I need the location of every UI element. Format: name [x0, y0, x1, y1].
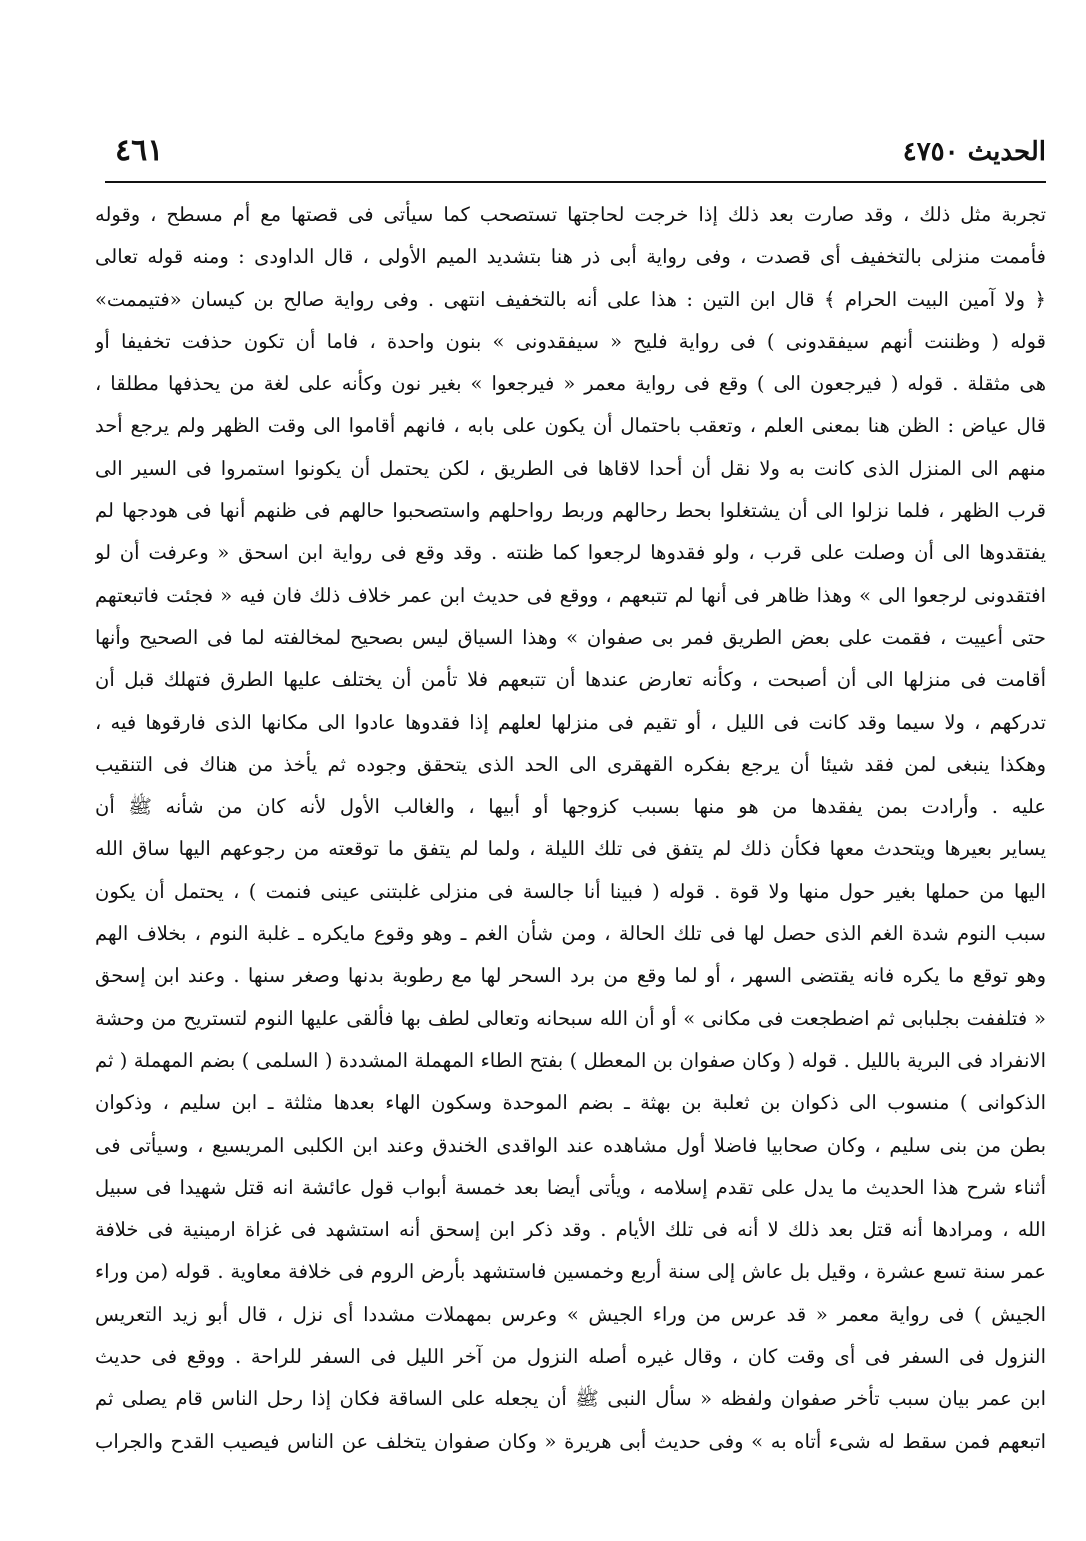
text-line: عليه . وأرادت بمن يفقدها من هو منها بسبب كزوجها أو أبيها ، والغالب الأول لأنه كان من شأنه ﷺ أن: [95, 795, 1046, 819]
text-line: وهو توقع ما يكره فانه يقتضى السهر ، أو لما وقع من برد السحر لها مع رطوبة بدنها وصغر سنها . وعند ابن إسحق: [95, 964, 1046, 988]
page-header: [105, 133, 1046, 183]
text-line: اتبعهم فمن سقط له شىء أتاه به » وفى حديث أبى هريرة « وكان صفوان يتخلف عن الناس فيصيب القدح والجراب: [95, 1429, 1046, 1453]
text-line: أثناء شرح هذا الحديث ما يدل على تقدم إسلامه ، ويأتى أيضا بعد خمسة أبواب قول عائشة انه قتل شهيدا فى سبيل: [95, 1175, 1046, 1199]
text-line: ﴿ ولا آمين البيت الحرام ﴾ قال ابن التين : هذا على أنه بالتخفيف انتهى . وفى رواية صالح بن كيسان «فتيممت»: [95, 287, 1046, 311]
text-line: وهكذا ينبغى لمن فقد شيئا أن يرجع بفكره القهقرى الى الحد الذى يتحقق وجوده ثم يأخذ من هناك فى التنقيب: [95, 752, 1046, 776]
text-line: اليها من حملها بغير حول منها ولا قوة . قوله ( فبينا أنا جالسة فى منزلى غلبتنى عينى فنمت ) ، يحتمل أن يكون: [95, 879, 1046, 903]
text-line: منهم الى المنزل الذى كانت به ولا نقل أن أحدا لاقاها فى الطريق ، لكن يحتمل أن يكونوا استمروا فى السير الى: [95, 456, 1046, 480]
text-line: افتقدونى لرجعوا الى » وهذا ظاهر فى أنها لم تتبعهم ، ووقع فى حديث ابن عمر خلاف ذلك فان فيه « فجئت فاتبعتهم: [95, 583, 1046, 607]
page-number: ٤٦١: [115, 133, 164, 168]
text-line: أقامت فى منزلها الى أن أصبحت ، وكأنه تعارض عندها أن تتبعهم فلا تأمن أن يختلف عليها الطرق فتهلك قبل أن: [95, 668, 1046, 692]
text-line: تدركهم ، ولا سيما وقد كانت فى الليل ، أو تقيم فى منزلها لعلهم إذا فقدوها عادوا الى مكانها الذى فارقوها فيه ،: [95, 710, 1046, 734]
text-line: تجربة مثل ذلك ، وقد صارت بعد ذلك إذا خرجت لحاجتها تستصحب كما سيأتى فى قصتها مع أم مسطح ، وقوله: [95, 203, 1046, 226]
header-rule: [105, 181, 1046, 183]
text-line: « فتلففت بجلبابى ثم اضطجعت فى مكانى » أو أن الله سبحانه وتعالى لطف بها فألقى عليها النوم لتستريح من وحشة: [95, 1006, 1046, 1030]
text-line: قرب الظهر ، فلما نزلوا الى أن يشتغلوا بحط رحالهم وربط رواحلهم واستصحبوا حالهم فى ظنهم أنها فى هودجها لم: [95, 499, 1046, 523]
text-line: سبب النوم شدة الغم الذى حصل لها فى تلك الحالة ، ومن شأن الغم ـ وهو وقوع مايكره ـ غلبة النوم ، بخلاف الهم: [95, 922, 1046, 946]
text-line: يساير بعيرها ويتحدث معها فكأن ذلك لم يتفق فى تلك الليلة ، ولما لم يتفق ما توقعته من رجوعهم اليها ساق الله: [95, 837, 1046, 861]
text-line: هى مثقلة . قوله ( فيرجعون الى ) وقع فى رواية معمر « فيرجعوا » بغير نون وكأنه على لغة من يحذفها مطلقا ،: [95, 372, 1046, 396]
text-line: بطن من بنى سليم ، وكان صحابيا فاضلا أول مشاهده عند الواقدى الخندق وعند ابن الكلبى المريسيع ، وسيأتى فى: [95, 1133, 1046, 1157]
text-line: فأممت منزلى بالتخفيف أى قصدت ، وفى رواية أبى ذر هنا بتشديد الميم الأولى ، قال الداودى : ومنه قوله تعالى: [95, 245, 1046, 269]
text-line: الانفراد فى البرية بالليل . قوله ( وكان صفوان بن المعطل ) بفتح الطاء المهملة المشددة ( السلمى ) بضم المهملة ( ثم: [95, 1048, 1046, 1072]
text-line: حتى أعييت ، فقمت على بعض الطريق فمر بى صفوان » وهذا السياق ليس بصحيح لمخالفته لما فى الصحيح وأنها: [95, 625, 1046, 649]
text-line: قال عياض : الظن هنا بمعنى العلم ، وتعقب باحتمال أن يكون على بابه ، فانهم أقاموا الى وقت الظهر ولم يرجع أحد: [95, 414, 1046, 438]
text-line: النزول فى السفر فى أى وقت كان ، وقال غيره أصله النزول من آخر الليل فى السفر للراحة . ووقع فى حديث: [95, 1345, 1046, 1369]
text-line: عمر سنة تسع عشرة ، وقيل بل عاش إلى سنة أربع وخمسين فاستشهد بأرض الروم فى خلافة معاوية . قوله (من وراء: [95, 1260, 1046, 1284]
text-line: ابن عمر بيان سبب تأخر صفوان ولفظه « سأل النبى ﷺ أن يجعله على الساقة فكان إذا رحل الناس قام يصلى ثم: [95, 1387, 1046, 1411]
running-head: الحديث ٤٧٥٠: [902, 137, 1046, 167]
text-line: قوله ( وظننت أنهم سيفقدونى ) فى رواية فليح « سيفقدونى » بنون واحدة ، فاما أن تكون حذفت تخفيفا أو: [95, 329, 1046, 353]
text-line: الله ، ومرادها أنه قتل بعد ذلك لا أنه فى تلك الأيام . وقد ذكر ابن إسحق أنه استشهد فى غزاة ارمينية فى خلافة: [95, 1218, 1046, 1242]
text-line: الجيش ) فى رواية معمر « قد عرس من وراء الجيش » وعرس بمهملات مشددا أى نزل ، قال أبو زيد التعريس: [95, 1302, 1046, 1326]
text-line: يفتقدوها الى أن وصلت على قرب ، ولو فقدوها لرجعوا كما ظنته . وقد وقع فى رواية ابن اسحق « وعرفت أن لو: [95, 541, 1046, 565]
text-line: الذكوانى ) منسوب الى ذكوان بن ثعلبة بن بهثة ـ بضم الموحدة وسكون الهاء بعدها مثلثة ـ ابن سليم ، وذكوان: [95, 1091, 1046, 1115]
body-text: [95, 194, 1046, 1463]
